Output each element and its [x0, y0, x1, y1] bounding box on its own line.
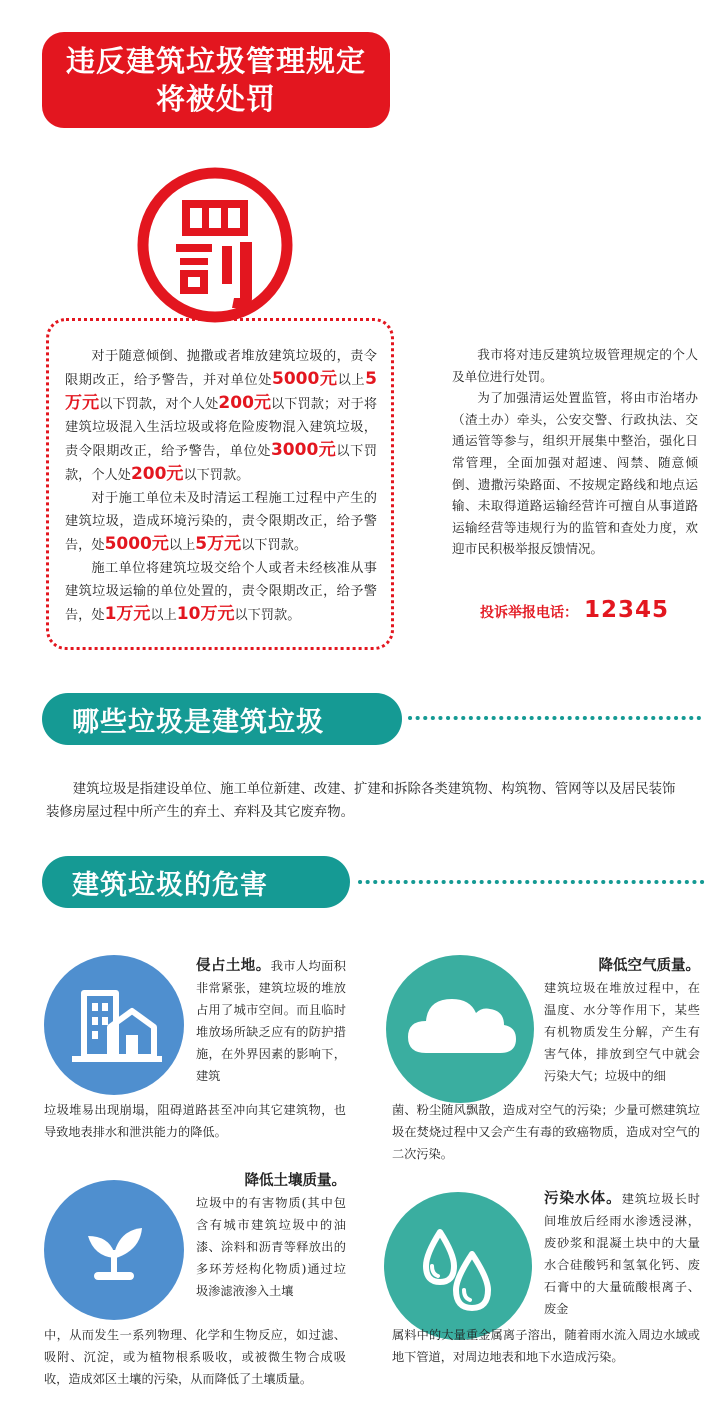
water-harm-circle — [384, 1192, 532, 1340]
dotted-divider — [408, 715, 708, 721]
penalty-seal-icon — [136, 166, 294, 324]
water-harm-title: 污染水体。 — [544, 1191, 622, 1207]
soil-harm-circle — [44, 1180, 184, 1320]
air-harm-title: 降低空气质量。 — [598, 958, 700, 974]
complaint-hotline — [480, 597, 710, 623]
soil-harm-title: 降低土壤质量。 — [244, 1173, 346, 1189]
penalty-paragraph-3: 施工单位将建筑垃圾交给个人或者未经核准从事建筑垃圾运输的单位处置的，责令限期改正，给予警告，处1万元以上10万元以下罚款。 — [65, 561, 377, 624]
section-heading-what: 哪些垃圾是建筑垃圾 — [42, 693, 402, 745]
water-harm-text-continued: 属料中的大量重金属离子溶出，随着雨水流入周边水域或地下管道，对周边地表和地下水造成污染。 — [392, 1328, 700, 1364]
penalty-paragraph-2: 对于施工单位未及时清运工程施工过程中产生的建筑垃圾，造成环境污染的，责令限期改正，给予警告，处5000元以上5万元以下罚款。 — [65, 491, 377, 554]
water-drops-icon — [384, 1192, 532, 1340]
dotted-divider — [358, 879, 708, 885]
title-banner — [42, 32, 390, 128]
building-icon — [44, 955, 184, 1095]
land-harm-title: 侵占土地。 — [196, 958, 271, 974]
cloud-icon — [386, 955, 534, 1103]
land-harm-circle — [44, 955, 184, 1095]
section-heading-harm: 建筑垃圾的危害 — [42, 856, 350, 908]
hotline-number: 12345 — [584, 597, 670, 623]
air-harm-circle — [386, 955, 534, 1103]
title-line-2: 将被处罚 — [155, 82, 276, 116]
hotline-label: 投诉举报电话： — [480, 605, 578, 621]
land-harm-text: 侵占土地。我市人均面积非常紧张，建筑垃圾的堆放占用了城市空间。而且临时堆放场所缺乏应有的防护措施，在外界因素的影响下，建筑 — [196, 958, 346, 1083]
air-harm-text-continued: 菌、粉尘随风飘散，造成对空气的污染；少量可燃建筑垃圾在焚烧过程中又会产生有毒的致癌物质，造成对空气的二次污染。 — [392, 1103, 700, 1161]
sprout-icon — [44, 1180, 184, 1320]
soil-harm-text: 降低土壤质量。 垃圾中的有害物质(其中包含有城市建筑垃圾中的油漆、涂料和沥青等释放出的多环芳烃构化物质)通过垃圾渗滤液渗入土壤 — [196, 1170, 346, 1302]
land-harm-text-continued: 垃圾堆易出现崩塌，阻碍道路甚至冲向其它建筑物，也导致地表排水和泄洪能力的降低。 — [44, 1103, 346, 1139]
soil-harm-text-continued: 中，从而发生一系列物理、化学和生物反应，如过滤、吸附、沉淀，或为植物根系吸收，或被微生物合成吸收，造成郊区土壤的污染，从而降低了土壤质量。 — [44, 1328, 346, 1386]
air-harm-text: 降低空气质量。 建筑垃圾在堆放过程中，在温度、水分等作用下，某些有机物质发生分解，产生有害气体，排放到空气中就会污染大气；垃圾中的细 — [544, 955, 700, 1087]
title-line-1: 违反建筑垃圾管理规定 — [65, 44, 366, 78]
penalty-paragraph-1: 对于随意倾倒、抛撒或者堆放建筑垃圾的，责令限期改正，给予警告，并对单位处5000元以上5万元以下罚款，对个人处200元以下罚款；对于将建筑垃圾混入生活垃圾或将危险废物混入建筑垃圾，责令限期改正，给予警告，单位处3000元以下罚款，个人处200元以下罚款。 — [65, 349, 378, 484]
definition-text: 建筑垃圾是指建设单位、施工单位新建、改建、扩建和拆除各类建筑物、构筑物、管网等以及居民装饰装修房屋过程中所产生的弃土、弃料及其它废弃物。 — [46, 782, 676, 820]
notice-paragraph-2: 为了加强清运处置监管，将由市治堵办（渣土办）牵头，公安交警、行政执法、交通运管等参与，组织开展集中整治，强化日常管理，全面加强对超速、闯禁、随意倾倒、遗撒污染路面、不按规定路线和地点运输、未取得道路运输经营许可擅自从事道路运输经营等违规行为的监管和查处力度，欢迎市民积极举报反馈情况。 — [452, 390, 698, 557]
enforcement-notice — [452, 344, 698, 560]
penalty-details-box — [46, 318, 394, 650]
notice-paragraph-1: 我市将对违反建筑垃圾管理规定的个人及单位进行处罚。 — [452, 347, 698, 384]
water-harm-text: 污染水体。建筑垃圾长时间堆放后经雨水渗透浸淋，废砂浆和混凝土块中的大量水合硅酸钙和氢氧化钙、废石膏中的大量硫酸根离子、废金 — [544, 1191, 700, 1316]
